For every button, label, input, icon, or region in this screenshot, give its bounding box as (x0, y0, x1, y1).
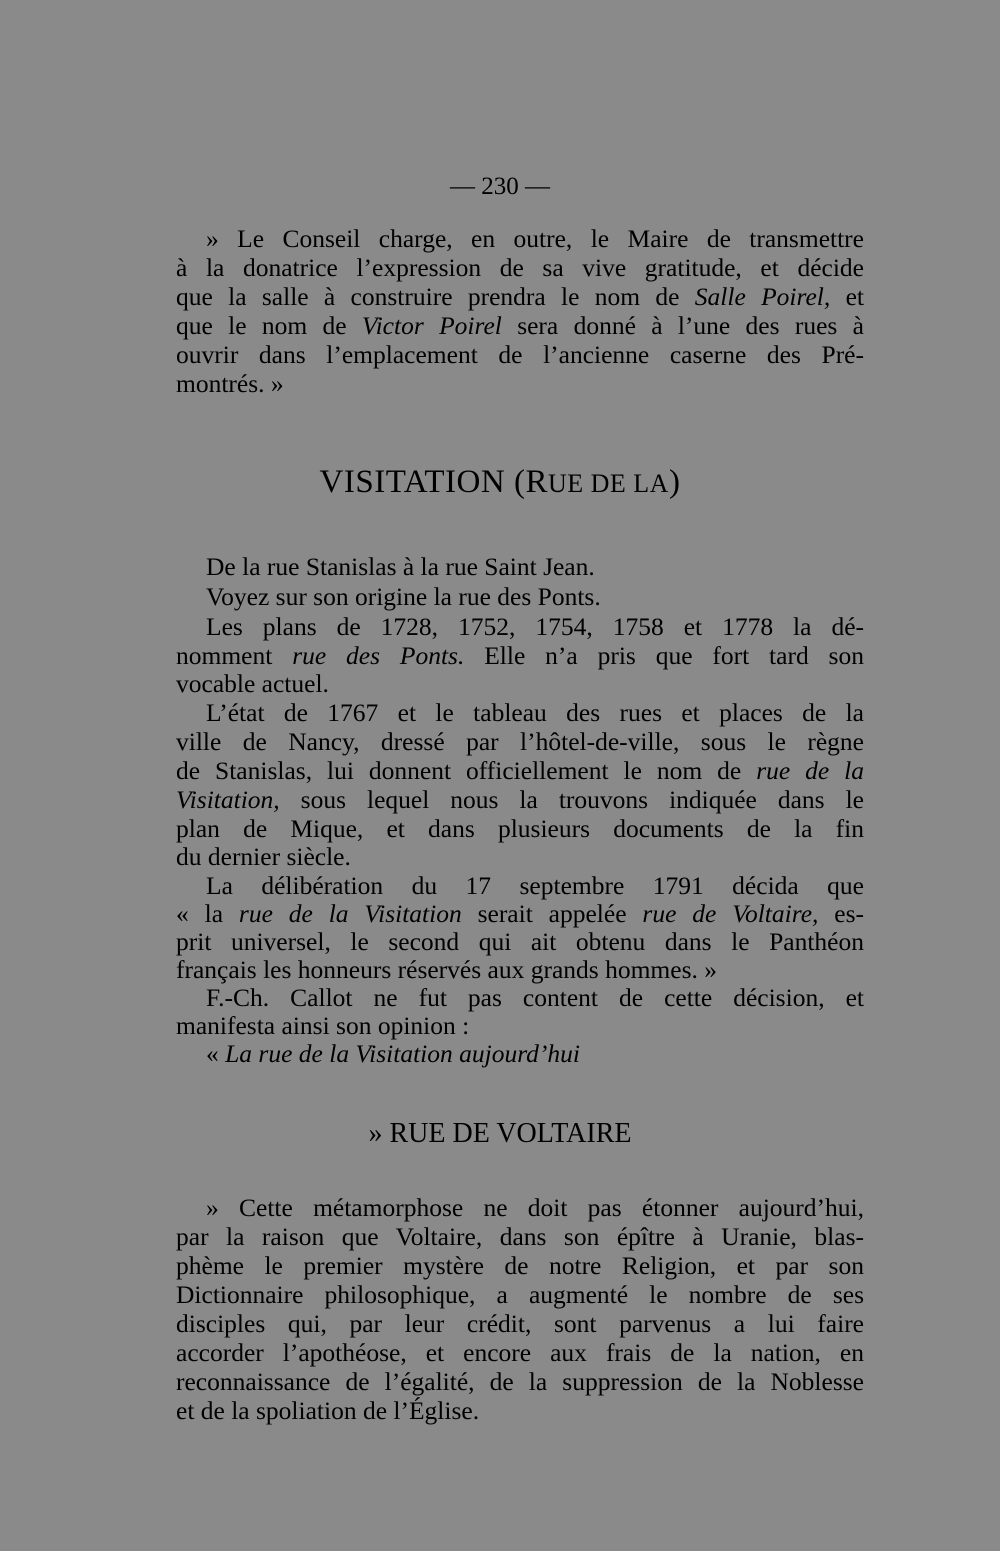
text-line: Les plans de 1728, 1752, 1754, 1758 et 1778 la dé- (206, 612, 864, 641)
text-line: à la donatrice l’expression de sa vive gratitude, et décide (176, 253, 864, 282)
text-line: du dernier siècle. (176, 842, 351, 871)
text-line: Visitation, sous lequel nous la trouvons indiquée dans le (176, 785, 864, 814)
text-line: De la rue Stanislas à la rue Saint Jean. (206, 552, 595, 581)
text-line: reconnaissance de l’égalité, de la suppression de la Noblesse (176, 1367, 864, 1396)
text-line: plan de Mique, et dans plusieurs documents de la fin (176, 814, 864, 843)
text-line: que le nom de Victor Poirel sera donné à l’une des rues à (176, 311, 864, 340)
text-line: que la salle à construire prendra le nom de Salle Poirel, et (176, 282, 865, 311)
text-line: nomment rue des Ponts. Elle n’a pris que fort tard son (176, 641, 864, 670)
text-line: » Le Conseil charge, en outre, le Maire de transmettre (206, 224, 864, 253)
text-line: ouvrir dans l’emplacement de l’ancienne caserne des Pré- (176, 340, 864, 369)
text-line: » Cette métamorphose ne doit pas étonner aujourd’hui, (206, 1193, 864, 1222)
text-line: accorder l’apothéose, et encore aux frais de la nation, en (176, 1338, 864, 1367)
text-line: prit universel, le second qui ait obtenu dans le Panthéon (176, 927, 864, 956)
text-line: L’état de 1767 et le tableau des rues et places de la (206, 698, 864, 727)
text-line: vocable actuel. (176, 669, 329, 698)
text-line: montrés. » (176, 369, 284, 398)
text-line: ville de Nancy, dressé par l’hôtel-de-ville, sous le règne (176, 727, 864, 756)
text-line: de Stanislas, lui donnent officiellement le nom de rue de la (176, 756, 864, 785)
page-number: — 230 — (450, 173, 550, 200)
text-line: français les honneurs réservés aux grands hommes. » (176, 955, 718, 984)
text-line: manifesta ainsi son opinion : (176, 1011, 470, 1040)
text-line: par la raison que Voltaire, dans son épître à Uranie, blas- (176, 1222, 864, 1251)
text-line: phème le premier mystère de notre Religion, et par son (176, 1251, 864, 1280)
text-line: « La rue de la Visitation aujourd’hui (206, 1039, 580, 1068)
section-heading: VISITATION (RUE DE LA) (319, 464, 681, 500)
text-line: La délibération du 17 septembre 1791 décida que (206, 871, 864, 900)
text-line: « la rue de la Visitation serait appelée rue de Voltaire, es- (176, 899, 864, 928)
text-line: Dictionnaire philosophique, a augmenté le nombre de ses (176, 1280, 864, 1309)
text-line: F.-Ch. Callot ne fut pas content de cette décision, et (206, 983, 864, 1012)
sub-heading: » RUE DE VOLTAIRE (368, 1118, 632, 1149)
text-line: Voyez sur son origine la rue des Ponts. (206, 582, 601, 611)
text-line: et de la spoliation de l’Église. (176, 1396, 480, 1425)
text-line: disciples qui, par leur crédit, sont parvenus a lui faire (176, 1309, 864, 1338)
